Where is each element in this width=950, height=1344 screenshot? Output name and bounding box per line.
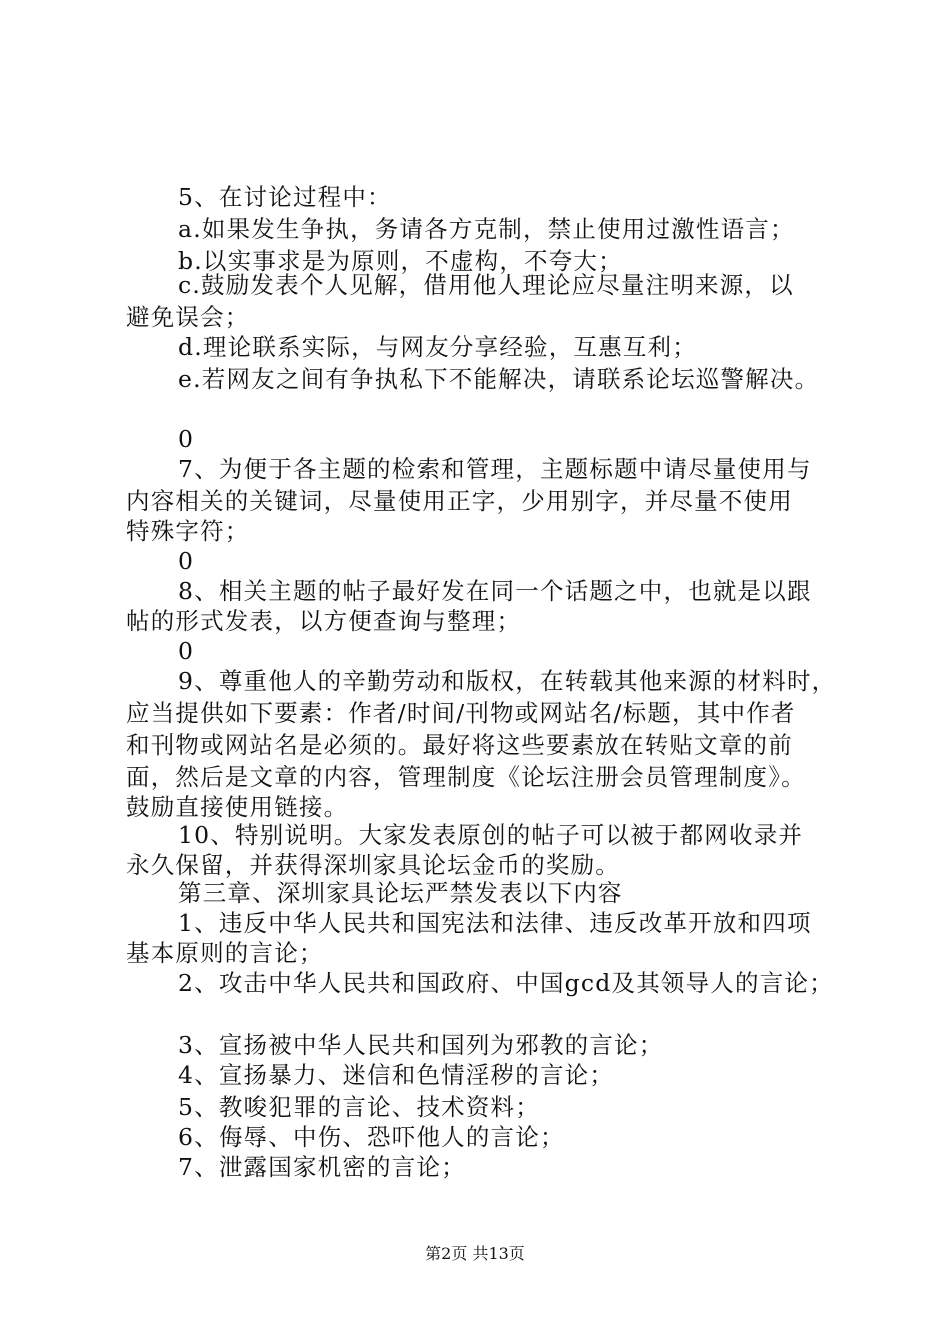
paragraph-line: 永久保留，并获得深圳家具论坛金币的奖励。 <box>126 851 620 879</box>
paragraph-line: 特殊字符； <box>126 517 250 545</box>
paragraph-line: c.鼓励发表个人见解，借用他人理论应尽量注明来源，以 <box>178 271 794 299</box>
paragraph-line: 避免误会； <box>126 303 250 331</box>
paragraph-line: b.以实事求是为原则，不虚构，不夸大； <box>178 247 623 275</box>
paragraph-line: 1、违反中华人民共和国宪法和法律、违反改革开放和四项 <box>178 909 812 937</box>
page-footer: 第2页 共13页 <box>425 1244 525 1263</box>
paragraph-line: 2、攻击中华人民共和国政府、中国gcd及其领导人的言论； <box>178 969 834 997</box>
paragraph-line: 0 <box>178 637 195 665</box>
paragraph-line: e.若网友之间有争执私下不能解决，请联系论坛巡警解决。 <box>178 365 820 393</box>
paragraph-line: a.如果发生争执，务请各方克制，禁止使用过激性语言； <box>178 215 795 243</box>
chapter-heading: 第三章、深圳家具论坛严禁发表以下内容 <box>178 879 623 907</box>
paragraph-line: 应当提供如下要素：作者/时间/刊物或网站名/标题，其中作者 <box>126 699 796 727</box>
paragraph-line: 和刊物或网站名是必须的。最好将这些要素放在转贴文章的前 <box>126 731 793 759</box>
paragraph-line: 7、泄露国家机密的言论； <box>178 1153 466 1181</box>
paragraph-line: 5、在讨论过程中： <box>178 183 392 211</box>
paragraph-line: 帖的形式发表，以方便查询与整理； <box>126 607 522 635</box>
paragraph-line: 0 <box>178 547 195 575</box>
paragraph-line: 内容相关的关键词，尽量使用正字，少用别字，并尽量不使用 <box>126 487 793 515</box>
paragraph-line: 9、尊重他人的辛勤劳动和版权，在转载其他来源的材料时， <box>178 667 837 695</box>
paragraph-line: d.理论联系实际，与网友分享经验，互惠互利； <box>178 333 697 361</box>
paragraph-line: 7、为便于各主题的检索和管理，主题标题中请尽量使用与 <box>178 455 812 483</box>
paragraph-line: 基本原则的言论； <box>126 939 324 967</box>
paragraph-line: 0 <box>178 425 195 453</box>
paragraph-line: 面，然后是文章的内容，管理制度《论坛注册会员管理制度》。 <box>126 763 806 791</box>
paragraph-line: 鼓励直接使用链接。 <box>126 793 349 821</box>
paragraph-line: 8、相关主题的帖子最好发在同一个话题之中，也就是以跟 <box>178 577 812 605</box>
paragraph-line: 4、宣扬暴力、迷信和色情淫秽的言论； <box>178 1061 615 1089</box>
paragraph-line: 3、宣扬被中华人民共和国列为邪教的言论； <box>178 1031 664 1059</box>
paragraph-line: 5、教唆犯罪的言论、技术资料； <box>178 1093 540 1121</box>
paragraph-line: 6、侮辱、中伤、恐吓他人的言论； <box>178 1123 565 1151</box>
paragraph-line: 10、特别说明。大家发表原创的帖子可以被于都网收录并 <box>178 821 804 849</box>
